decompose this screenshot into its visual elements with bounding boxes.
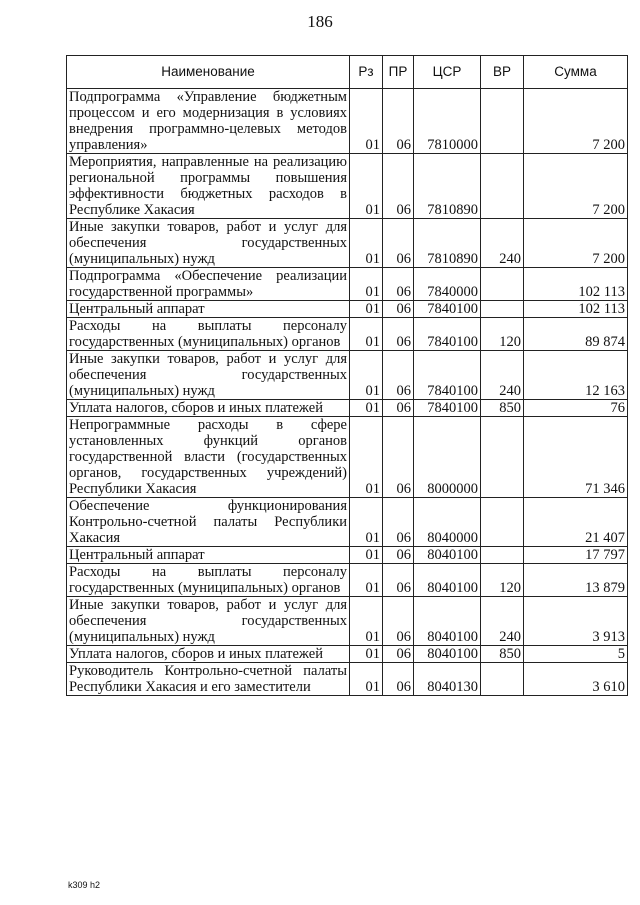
footer-code: k309 h2	[68, 880, 101, 890]
row-csr: 8040100	[414, 597, 481, 646]
row-sum: 3 610	[524, 663, 628, 696]
header-vr: ВР	[481, 56, 524, 89]
row-vr: 240	[481, 351, 524, 400]
row-vr	[481, 498, 524, 547]
row-rz: 01	[350, 663, 383, 696]
row-csr: 7840100	[414, 318, 481, 351]
row-pr: 06	[383, 301, 414, 318]
row-sum: 102 113	[524, 268, 628, 301]
row-csr: 8000000	[414, 417, 481, 498]
row-rz: 01	[350, 564, 383, 597]
row-name: Мероприятия, направленные на реализацию региональной программы повышения эффективности бюджетных расходов в Республике Хакасия	[67, 154, 350, 219]
row-rz: 01	[350, 646, 383, 663]
table-row	[67, 301, 628, 318]
row-name: Подпрограмма «Обеспечение реализации государственной программы»	[67, 268, 350, 301]
row-sum: 12 163	[524, 351, 628, 400]
row-pr: 06	[383, 400, 414, 417]
row-rz: 01	[350, 400, 383, 417]
row-name: Уплата налогов, сборов и иных платежей	[67, 646, 350, 663]
row-name: Иные закупки товаров, работ и услуг для обеспечения государственных (муниципальных) нужд	[67, 219, 350, 268]
budget-table	[66, 55, 628, 696]
row-rz: 01	[350, 351, 383, 400]
table-row	[67, 498, 628, 547]
row-pr: 06	[383, 417, 414, 498]
row-pr: 06	[383, 154, 414, 219]
row-sum: 3 913	[524, 597, 628, 646]
row-name: Руководитель Контрольно-счетной палаты Республики Хакасия и его заместители	[67, 663, 350, 696]
row-csr: 7840100	[414, 351, 481, 400]
table-row	[67, 154, 628, 219]
row-rz: 01	[350, 547, 383, 564]
row-name: Иные закупки товаров, работ и услуг для обеспечения государственных (муниципальных) нужд	[67, 597, 350, 646]
row-vr	[481, 268, 524, 301]
row-sum: 5	[524, 646, 628, 663]
table-row	[67, 417, 628, 498]
row-pr: 06	[383, 663, 414, 696]
row-pr: 06	[383, 219, 414, 268]
row-sum: 21 407	[524, 498, 628, 547]
row-name: Центральный аппарат	[67, 547, 350, 564]
header-csr: ЦСР	[414, 56, 481, 89]
row-csr: 8040100	[414, 646, 481, 663]
table-row	[67, 646, 628, 663]
row-name: Расходы на выплаты персоналу государственных (муниципальных) органов	[67, 318, 350, 351]
row-name: Обеспечение функционирования Контрольно-счетной палаты Республики Хакасия	[67, 498, 350, 547]
row-name: Расходы на выплаты персоналу государственных (муниципальных) органов	[67, 564, 350, 597]
table-row	[67, 564, 628, 597]
row-sum: 7 200	[524, 219, 628, 268]
table-row	[67, 400, 628, 417]
table-row	[67, 547, 628, 564]
row-csr: 7810890	[414, 154, 481, 219]
row-rz: 01	[350, 417, 383, 498]
row-vr: 850	[481, 646, 524, 663]
row-csr: 8040100	[414, 547, 481, 564]
row-vr	[481, 417, 524, 498]
row-vr: 120	[481, 564, 524, 597]
table-row	[67, 219, 628, 268]
row-name: Уплата налогов, сборов и иных платежей	[67, 400, 350, 417]
table-row	[67, 89, 628, 154]
table-row	[67, 663, 628, 696]
row-rz: 01	[350, 219, 383, 268]
row-csr: 7810000	[414, 89, 481, 154]
row-sum: 102 113	[524, 301, 628, 318]
row-pr: 06	[383, 646, 414, 663]
row-rz: 01	[350, 318, 383, 351]
row-csr: 7840100	[414, 400, 481, 417]
row-rz: 01	[350, 498, 383, 547]
header-pr: ПР	[383, 56, 414, 89]
table-header-row	[67, 56, 628, 89]
row-pr: 06	[383, 498, 414, 547]
row-vr: 240	[481, 219, 524, 268]
row-vr: 240	[481, 597, 524, 646]
row-sum: 17 797	[524, 547, 628, 564]
row-rz: 01	[350, 301, 383, 318]
row-sum: 89 874	[524, 318, 628, 351]
header-rz: Рз	[350, 56, 383, 89]
row-name: Подпрограмма «Управление бюджетным процессом и его модернизация в условиях внедрения программно-целевых методов управления»	[67, 89, 350, 154]
row-vr	[481, 547, 524, 564]
row-rz: 01	[350, 154, 383, 219]
row-name: Иные закупки товаров, работ и услуг для обеспечения государственных (муниципальных) нужд	[67, 351, 350, 400]
row-vr	[481, 301, 524, 318]
row-pr: 06	[383, 597, 414, 646]
row-csr: 7810890	[414, 219, 481, 268]
table-row	[67, 268, 628, 301]
row-rz: 01	[350, 89, 383, 154]
row-sum: 71 346	[524, 417, 628, 498]
row-pr: 06	[383, 351, 414, 400]
row-pr: 06	[383, 268, 414, 301]
row-rz: 01	[350, 597, 383, 646]
row-csr: 7840100	[414, 301, 481, 318]
row-pr: 06	[383, 318, 414, 351]
row-vr: 850	[481, 400, 524, 417]
row-pr: 06	[383, 89, 414, 154]
row-sum: 7 200	[524, 154, 628, 219]
row-csr: 8040130	[414, 663, 481, 696]
header-sum: Сумма	[524, 56, 628, 89]
row-csr: 8040100	[414, 564, 481, 597]
row-rz: 01	[350, 268, 383, 301]
table-row	[67, 597, 628, 646]
row-pr: 06	[383, 564, 414, 597]
row-sum: 13 879	[524, 564, 628, 597]
row-sum: 7 200	[524, 89, 628, 154]
row-csr: 8040000	[414, 498, 481, 547]
row-vr	[481, 663, 524, 696]
row-vr: 120	[481, 318, 524, 351]
row-vr	[481, 89, 524, 154]
table-row	[67, 318, 628, 351]
row-sum: 76	[524, 400, 628, 417]
row-pr: 06	[383, 547, 414, 564]
row-csr: 7840000	[414, 268, 481, 301]
row-name: Центральный аппарат	[67, 301, 350, 318]
page-number: 186	[307, 12, 333, 31]
row-vr	[481, 154, 524, 219]
row-name: Непрограммные расходы в сфере установленных функций органов государственной власти (государственных органов, государственных учреждений) Республики Хакасия	[67, 417, 350, 498]
header-name: Наименование	[67, 56, 350, 89]
table-row	[67, 351, 628, 400]
